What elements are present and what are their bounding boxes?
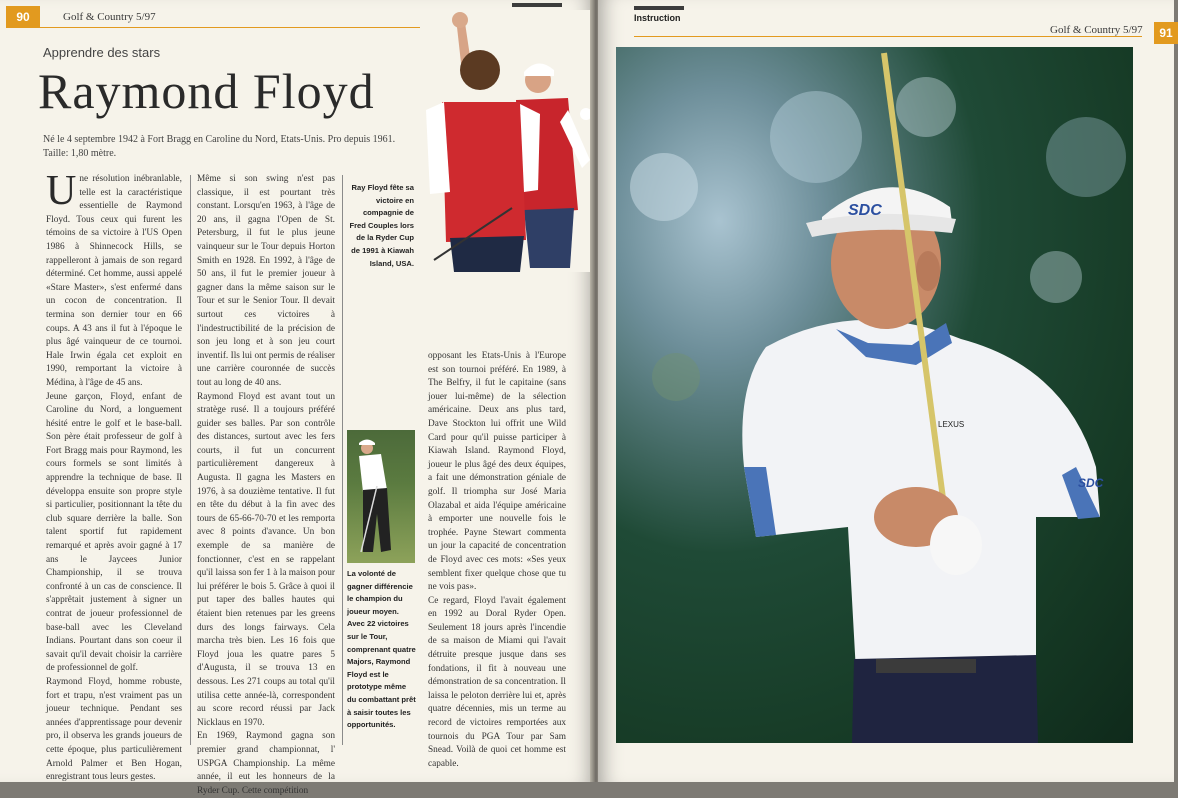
- dropcap: U: [46, 168, 77, 214]
- column-2-paragraph-3: En 1969, Raymond gagna son premier grand championnat, l' USPGA Championship. La même année, il eut les honneurs de la Ryder Cup. Cette compétition: [197, 731, 335, 796]
- article-intro: Né le 4 septembre 1942 à Fort Bragg en Caroline du Nord, Etats-Unis. Pro depuis 1961. Taille: 1,80 mètre.: [43, 134, 396, 159]
- column-3-paragraph-2: Ce regard, Floyd l'avait également en 1992 au Doral Ryder Open. Seulement 18 jours après l'incendie de sa maison de Miami qui l'avait détruite presque jusque dans ses fondations, il fit à nouveau une démonstration de sa concentration. Il laissa le peloton derrière lui et, après quatre décennies, mis un terme au record de victoires remportées aux tournois du PGA Tour par Sam Snead. Voilà de quoi cet homme est capable.: [428, 595, 566, 769]
- swing-illustration: [347, 430, 415, 563]
- column-divider-2: [342, 175, 343, 745]
- swing-caption: La volonté de gagner différencie le champion du joueur moyen. Avec 22 victoires sur le Tour, comprenant quatre Majors, Raymond Floyd est le prototype même du combattant prêt à saisir toutes les opportunités.: [347, 569, 416, 730]
- column-divider-1: [190, 175, 191, 745]
- article-column-3: [428, 350, 566, 771]
- swing-photo: [347, 430, 415, 563]
- header-rule-right: [634, 36, 1142, 37]
- raymond-floyd-portrait: [616, 47, 1133, 743]
- section-label-right: Instruction: [634, 13, 681, 23]
- page-number-left: 90: [6, 6, 40, 28]
- column-1-lead: ne résolution inébranlable, telle est la caractéristique essentielle de Raymond Floyd. Tous ceux qui furent les témoins de sa victoire à l'US Open 1986 à Shinnecock Hills, se rappelleront à jamais de son regard déterminé. Cet homme, aussi appelé «Stare Master», s'est enfermé dans un cocon de concentration. Il termina son dernier tour en 66 coups. A 43 ans il fut à l'époque le plus âgé vainqueur de ce tournoi. Hale Irwin égala cet exploit en 1990, remportant la victoire à Médina, à l'âge de 45 ans.: [46, 174, 182, 388]
- section-bar-left: [512, 3, 562, 7]
- cap-logo: SDC: [848, 202, 882, 219]
- column-1-paragraph-3: Raymond Floyd, homme robuste, fort et trapu, n'est vraiment pas un joueur technique. Pendant ses années d'apprentissage pour devenir pro, il observa les grands joueurs de cette époque, plus particulièrement Arnold Palmer et Ben Hogan, enregistrant tous leurs gestes.: [46, 676, 182, 783]
- magazine-header-left: Golf & Country 5/97: [63, 11, 156, 23]
- section-bar-right: [634, 6, 684, 10]
- column-2-paragraph-2: Raymond Floyd est avant tout un stratège rusé. Il a toujours préféré guider ses balles. Par son contrôle des distances, surtout avec les fers courts, il fut un concurrent particulièrement dangereux à Augusta. Il gagna les Masters en 1976, à sa douzième tentative. Il fut en tête du début à la fin avec des tours de 65-66-70-70 et les remporta avec 8 points d'avance. Un bon exemple de sa manière de fonctionner, c'est en se rappelant qu'il laissa son fer 1 à la maison pour lui préférer le bois 5. Grâce à quoi il put taper des balles hautes qui étaient bien retenues par les greens durs des longs fairways. Cela marcha très bien. Les 16 fois que Floyd joua les quatre pares 5 d'Augusta, il se trouva 13 en dessous. Les 271 coups au total qu'il utilisa cette année-là, correspondent au score record réussi par Jack Nicklaus en 1970.: [197, 391, 336, 728]
- article-column-1: [46, 168, 182, 785]
- page-number-right: 91: [1154, 22, 1178, 44]
- column-2-paragraph-1: Même si son swing n'est pas classique, il est pourtant très constant. Lorsqu'en 1963, à l'âge de 20 ans, il gagna l'Open de St. Petersburg, il fut le plus jeune vainqueur sur le Tour depuis Horton Smith en 1928. En 1992, à l'âge de 50 ans, il fut le premier joueur à gagner dans la même saison sur le Tour et sur le Senior Tour. Il devait surtout ces victoires à l'indestructibilité de la précision de son jeu long et à son jeu court inventif. Ils lui ont permis de réaliser une carrière couronnée de succès tout au long de 40 ans.: [197, 174, 335, 388]
- portrait-illustration: [616, 47, 1133, 743]
- column-1-paragraph-2: Jeune garçon, Floyd, enfant de Caroline du Nord, a longuement hésité entre le golf et le base-ball. Son père était professeur de golf à Fort Bragg mais pour Raymond, les cours formels se sont limités à apprendre la technique de base. Il développa ensuite son propre style si particulier, positionnant la tête du club square derrière la balle. Son talent sportif fut rapidement remarqué et après avoir gagné à 17 ans le Jaycees Junior Championship, il se trouva confronté à un cas de conscience. Il s'apprêtait justement à signer un contrat de joueur professionnel de base-ball avec les Cleveland Indians. Pourtant dans son coeur il savait qu'il devait choisir la carrière de professionnel de golf.: [46, 391, 182, 674]
- column-3-paragraph-1: opposant les Etats-Unis à l'Europe est son tournoi préféré. En 1989, à The Belfry, il fut le capitaine (sans jouer lui-même) de la sélection américaine. Deux ans plus tard, Dave Stockton lui offrit une Wild Card pour qu'il puisse participer à Kiawah Island. Raymond Floyd, joueur le plus âgé des deux équipes, a fait une démonstration géniale de golf. Il triompha sur José Maria Olazabal et aida l'équipe américaine à emporter une nouvelle fois le trophée. Payne Stewart commenta un jour la capacité de concentration de Floyd avec ces mots: «Ses yeux semblent fixer quelque chose que tu ne vois pas».: [428, 351, 566, 593]
- article-column-2: [197, 173, 335, 798]
- sleeve-logo: SDC: [1078, 476, 1104, 490]
- shirt-logo: LEXUS: [938, 420, 965, 429]
- celebration-photo: [420, 10, 592, 272]
- celebration-illustration: [420, 10, 592, 272]
- article-title: Raymond Floyd: [38, 63, 375, 119]
- magazine-header-right: Golf & Country 5/97: [1050, 24, 1143, 36]
- celebration-caption: Ray Floyd fête sa victoire en compagnie de Fred Couples lors de la Ryder Cup de 1991 à Kiawah Island, USA.: [349, 183, 414, 268]
- kicker: Apprendre des stars: [43, 45, 161, 60]
- right-page: [598, 0, 1174, 782]
